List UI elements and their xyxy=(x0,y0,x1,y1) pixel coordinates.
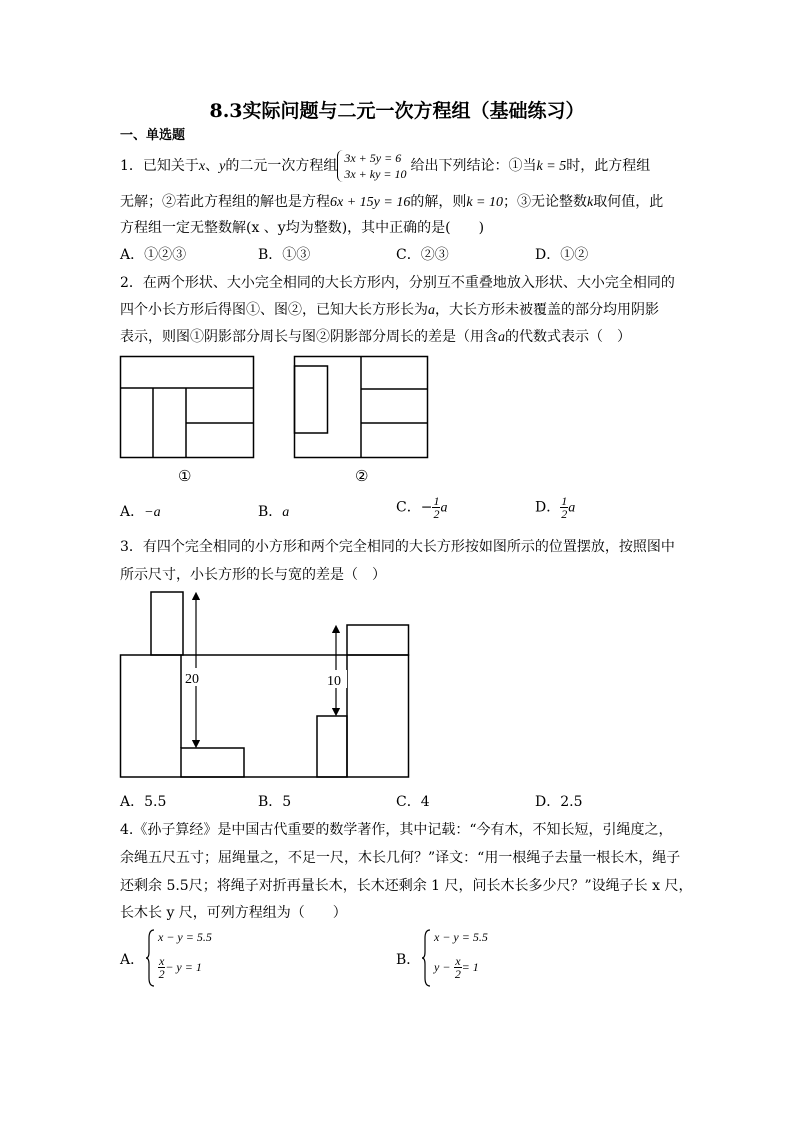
frac-denominator: 2 xyxy=(158,967,165,981)
q3-dim-label-10: 10 xyxy=(327,674,341,689)
condition: k = 10 xyxy=(466,195,503,210)
var-x: x xyxy=(198,159,206,174)
q3-option-d: D．2.5 xyxy=(535,794,583,810)
frac-numerator: 1 xyxy=(561,494,568,508)
minus-sign: − xyxy=(420,499,433,516)
frac-denominator: 2 xyxy=(454,967,461,981)
q4-option-a-label: A． xyxy=(120,952,145,968)
q3-option-c: C．4 xyxy=(396,794,430,810)
var-k: k xyxy=(587,195,594,210)
separator: 、 xyxy=(205,158,220,174)
option-value: a xyxy=(282,505,290,520)
q3-large-rect xyxy=(121,655,409,777)
fig1-outer-rect xyxy=(121,357,254,458)
brace xyxy=(146,928,156,988)
q1-text: 的二元一次方程组 xyxy=(225,158,338,174)
frac-denominator: 2 xyxy=(433,507,440,521)
q1-option-d: D．①② xyxy=(535,247,589,263)
q1-equation-system xyxy=(337,150,410,182)
var-a: a xyxy=(428,303,435,318)
q1-line2 xyxy=(120,192,663,213)
frac-numerator: x xyxy=(455,954,461,968)
q2-text: 四个小长方形后得图①、图②，已知大长方形长为 xyxy=(120,302,428,318)
fig2-label: ② xyxy=(355,467,369,485)
q1-option-c: C．②③ xyxy=(396,247,449,263)
option-label: A． xyxy=(120,504,145,520)
q1-text: 取何值，此 xyxy=(593,194,664,210)
equation: x − y = 5.5 xyxy=(158,930,212,944)
equation-part: − y = 1 xyxy=(165,960,202,974)
equation-part: = 1 xyxy=(461,960,479,974)
fraction xyxy=(454,955,461,980)
q1-option-a: A．①②③ xyxy=(120,247,187,263)
equation xyxy=(158,955,202,980)
var-a: a xyxy=(498,330,505,345)
q1-text: 时，此方程组 xyxy=(566,158,651,174)
q4-line1: 4.《孙子算经》是中国古代重要的数学著作，其中记载：“今有木，不知长短，引绳度之， xyxy=(120,822,673,838)
equation: x − y = 5.5 xyxy=(434,930,488,944)
frac-numerator: 1 xyxy=(433,494,440,508)
q3-line2: 所示尺寸，小长方形的长与宽的差是（ ） xyxy=(120,567,386,583)
option-label: D． xyxy=(535,499,561,516)
q2-line1: 2．在两个形状、大小完全相同的大长方形内，分别互不重叠地放入形状、大小完全相同的 xyxy=(120,275,675,291)
frac-denominator: 2 xyxy=(561,507,568,521)
equation-part: y − xyxy=(434,960,451,974)
q2-line2 xyxy=(120,300,659,321)
condition: k = 5 xyxy=(536,159,567,174)
option-label: C． xyxy=(396,499,421,516)
q1-line1 xyxy=(120,150,650,182)
option-value: −a xyxy=(144,505,161,520)
q3-small-rect-top-right xyxy=(347,625,409,655)
q2-line3 xyxy=(120,327,631,348)
equation xyxy=(434,955,479,980)
q2-option-a xyxy=(120,502,161,523)
var-y: y xyxy=(219,159,226,174)
q1-text: 的解，则 xyxy=(410,194,467,210)
q1-text: 无解；②若此方程组的解也是方程 xyxy=(120,194,330,210)
q3-small-rect-middle xyxy=(317,716,347,777)
section-heading: 一、单选题 xyxy=(120,128,186,143)
q3-option-a: A．5.5 xyxy=(120,794,167,810)
q4-option-b-label: B． xyxy=(396,952,421,968)
equation: 6x + 15y = 16 xyxy=(330,195,411,210)
option-value: a xyxy=(568,500,576,516)
q3-figure xyxy=(118,588,414,783)
q2-text: 表示，则图①阴影部分周长与图②阴影部分周长的差是（用含 xyxy=(120,329,498,345)
q2-option-c xyxy=(396,495,447,520)
figure-2 xyxy=(295,357,428,458)
option-value: a xyxy=(440,500,448,516)
q3-dim-label-20: 20 xyxy=(185,672,199,687)
q2-option-b xyxy=(258,502,289,523)
brace xyxy=(422,928,432,988)
q4-line4: 长木长 y 尺，可列方程组为（ ） xyxy=(120,905,347,921)
frac-numerator: x xyxy=(159,954,165,968)
fig2-small-rect xyxy=(295,366,328,433)
option-label: B． xyxy=(258,504,283,520)
q1-text: 给出下列结论：①当 xyxy=(410,158,537,174)
q1-text: ；③无论整数 xyxy=(503,194,587,210)
q4-line2: 余绳五尺五寸；屈绳量之，不足一尺，木长几何？”译文：“用一根绳子去量一根长木，绳子 xyxy=(120,850,681,866)
q1-text: 1．已知关于 xyxy=(120,158,199,174)
q2-figures xyxy=(118,354,438,464)
q4-line3: 还剩余 5.5尺；将绳子对折再量长木，长木还剩余 1 尺，问长木长多少尺？”设绳子长 x 尺， xyxy=(120,878,693,894)
q3-small-rect-top-left xyxy=(151,592,183,655)
q3-line1: 3．有四个完全相同的小方形和两个完全相同的大长方形按如图所示的位置摆放，按照图中 xyxy=(120,539,675,555)
page-title: 8.3实际问题与二元一次方程组（基础练习） xyxy=(209,100,585,122)
q1-line3: 方程组一定无整数解(x 、y均为整数)，其中正确的是( ) xyxy=(120,220,485,236)
q2-option-d xyxy=(535,495,575,520)
q2-text: ，大长方形未被覆盖的部分均用阴影 xyxy=(435,302,659,318)
q1-option-b: B．①③ xyxy=(258,247,311,263)
equation: 3x + 5y = 6 xyxy=(344,151,402,165)
fig1-label: ① xyxy=(178,467,192,485)
figure-1 xyxy=(121,357,254,458)
q3-small-rect-bottom xyxy=(181,748,244,777)
equation: 3x + ky = 10 xyxy=(344,167,407,181)
q2-text: 的代数式表示（ ） xyxy=(505,329,631,345)
q3-option-b: B．5 xyxy=(258,794,292,810)
